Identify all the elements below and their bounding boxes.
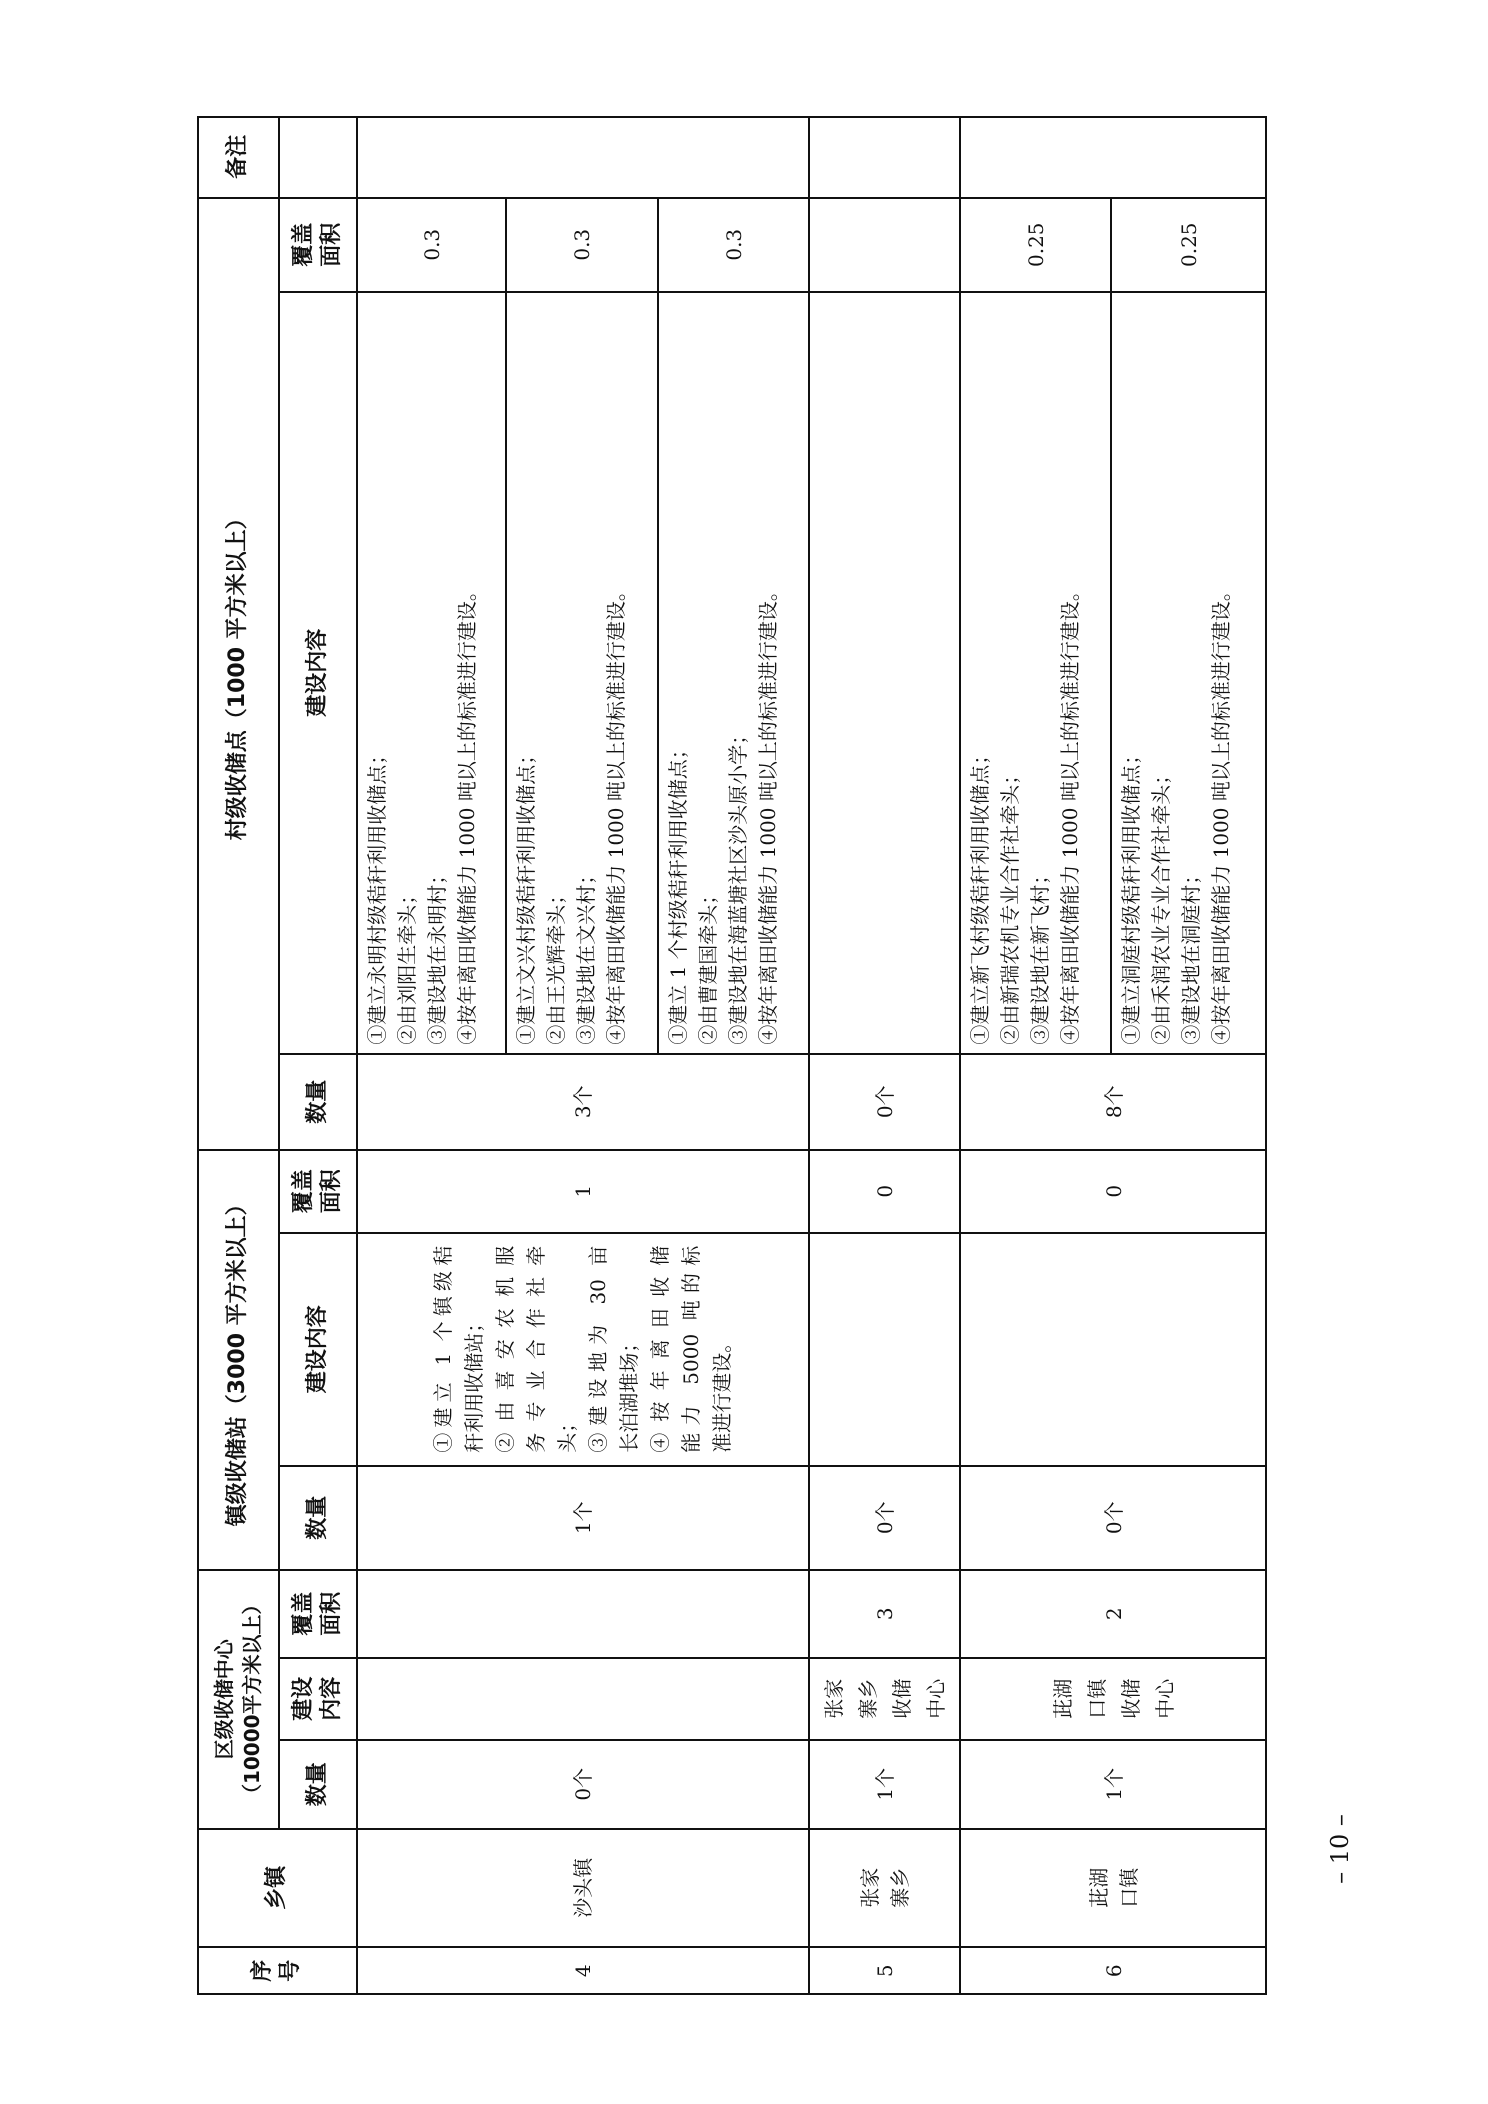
area-value: 3 — [872, 1607, 897, 1621]
village-area — [658, 198, 809, 292]
header-town-group — [197, 1150, 279, 1570]
count-value: 0个 — [571, 1767, 596, 1801]
content-line: ④按年离田收储能力 1000 吨以上的标准进行建设。 — [756, 581, 781, 1045]
header-area-line: 面积 — [319, 1591, 345, 1636]
village-content — [809, 292, 960, 1054]
township-name: 沙头镇 — [571, 1857, 596, 1918]
area-value: 1 — [571, 1184, 596, 1198]
township-name-line: 口镇 — [1116, 1867, 1141, 1908]
content-line: ①建立永明村级秸秆利用收储点； — [365, 744, 390, 1045]
content-line: 中心 — [923, 1678, 948, 1719]
content-line: 务专业合作社牵 — [524, 1245, 549, 1453]
remarks-cell — [357, 116, 809, 198]
area-value: 0.3 — [721, 228, 746, 261]
area-value: 0.25 — [1177, 222, 1202, 268]
header-district-content — [279, 1658, 357, 1740]
remarks-cell — [960, 116, 1267, 198]
seq-value: 6 — [1101, 1964, 1126, 1978]
content-line: ③建设地在文兴村； — [574, 864, 599, 1045]
page-number: – 10 – — [1326, 1814, 1354, 1884]
content-line: 茈湖 — [1050, 1678, 1075, 1719]
district-content — [357, 1658, 809, 1740]
header-town-content — [279, 1233, 357, 1466]
district-count — [960, 1740, 1267, 1829]
area-value: 2 — [1101, 1607, 1126, 1621]
header-remarks-label: 备注 — [225, 134, 251, 179]
village-count — [357, 1054, 809, 1150]
district-area — [960, 1570, 1267, 1658]
content-line: 准进行建设。 — [710, 1332, 735, 1453]
header-district-group — [197, 1570, 279, 1829]
content-line: ③建设地在海蓝塘社区沙头原小学； — [726, 724, 751, 1045]
village-area — [809, 198, 960, 292]
remarks-cell — [809, 116, 960, 198]
count-value: 0个 — [1101, 1501, 1126, 1535]
content-line: ④按年离田收储 — [648, 1245, 673, 1453]
area-value: 0.3 — [419, 228, 444, 261]
content-line: 能力 5000 吨的标 — [679, 1245, 704, 1453]
township-name-line: 张家 — [857, 1867, 882, 1908]
header-district-subtitle: （10000平方米以上） — [240, 1594, 265, 1805]
header-area-line: 面积 — [319, 1169, 345, 1214]
content-line: ②由新瑞农机专业合作社牵头； — [998, 764, 1023, 1045]
header-area-line: 覆盖 — [291, 1591, 317, 1636]
town-area — [357, 1150, 809, 1233]
header-township — [197, 1829, 357, 1947]
content-line: ③建设地在永明村； — [425, 864, 450, 1045]
header-district-count — [279, 1740, 357, 1829]
header-content-label: 建设内容 — [305, 628, 331, 717]
village-area — [1111, 198, 1267, 292]
count-value: 0个 — [872, 1501, 897, 1535]
content-line: 张家 — [821, 1678, 846, 1719]
header-count-label: 数量 — [305, 1762, 331, 1807]
content-line: ②由禾润农业专业合作社牵头； — [1149, 764, 1174, 1045]
rotated-table-page — [198, 115, 1354, 1994]
district-count — [357, 1740, 809, 1829]
district-content — [809, 1658, 960, 1740]
content-line: ①建立洞庭村级秸秆利用收储点； — [1119, 744, 1144, 1045]
content-line: ②由刘阳生牵头； — [395, 884, 420, 1045]
content-line: ④按年离田收储能力 1000 吨以上的标准进行建设。 — [455, 581, 480, 1045]
table-row-5-township — [809, 1829, 960, 1947]
area-value: 0 — [1101, 1184, 1126, 1198]
content-line: ③建设地在洞庭村； — [1179, 864, 1204, 1045]
district-count — [809, 1740, 960, 1829]
village-content — [506, 292, 658, 1054]
count-value: 1个 — [571, 1501, 596, 1535]
content-line: ②由曹建国牵头； — [696, 884, 721, 1045]
content-line: ①建立新飞村级秸秆利用收储点； — [968, 744, 993, 1045]
village-count — [809, 1054, 960, 1150]
header-remarks-sub — [279, 116, 357, 198]
content-line: ②由王光辉牵头； — [544, 884, 569, 1045]
header-count-label: 数量 — [305, 1079, 331, 1124]
town-count — [960, 1466, 1267, 1570]
content-line: 秆利用收储站； — [462, 1312, 487, 1453]
header-town-count — [279, 1466, 357, 1570]
town-area — [960, 1150, 1267, 1233]
header-village-count — [279, 1054, 357, 1150]
village-content — [658, 292, 809, 1054]
area-value: 0.3 — [570, 228, 595, 261]
header-district-area — [279, 1570, 357, 1658]
content-line: ④按年离田收储能力 1000 吨以上的标准进行建设。 — [1058, 581, 1083, 1045]
content-line: 长泊湖堆场； — [617, 1332, 642, 1453]
content-line: ③建设地为 30 亩 — [586, 1245, 611, 1453]
header-seq — [197, 1947, 357, 1995]
town-content — [357, 1233, 809, 1466]
count-value: 1个 — [872, 1767, 897, 1801]
header-village-title: 村级收储点（1000 平方米以上） — [225, 507, 251, 841]
header-remarks — [197, 116, 279, 198]
village-content — [357, 292, 506, 1054]
content-line: 寨乡 — [855, 1678, 880, 1719]
content-line: ②由喜安农机服 — [493, 1245, 518, 1453]
village-count — [960, 1054, 1267, 1150]
header-seq-line: 号 — [278, 1959, 304, 1982]
content-line: 收储 — [889, 1678, 914, 1719]
content-line: ①建立 1 个镇级秸 — [431, 1245, 456, 1453]
content-line: 收储 — [1118, 1678, 1143, 1719]
header-village-area — [279, 198, 357, 292]
district-area — [357, 1570, 809, 1658]
count-value: 0个 — [872, 1085, 897, 1119]
header-town-title: 镇级收储站（3000 平方米以上） — [225, 1193, 251, 1527]
header-village-content — [279, 292, 357, 1054]
seq-value: 5 — [872, 1964, 897, 1978]
village-area — [506, 198, 658, 292]
content-line: 中心 — [1152, 1678, 1177, 1719]
town-content — [960, 1233, 1267, 1466]
header-content-line: 内容 — [319, 1676, 345, 1721]
content-line: 口镇 — [1084, 1678, 1109, 1719]
town-count — [809, 1466, 960, 1570]
count-value: 8个 — [1101, 1085, 1126, 1119]
content-line: ④按年离田收储能力 1000 吨以上的标准进行建设。 — [604, 581, 629, 1045]
district-content — [960, 1658, 1267, 1740]
village-content — [960, 292, 1111, 1054]
header-area-line: 覆盖 — [291, 222, 317, 267]
area-value: 0.25 — [1023, 222, 1048, 268]
content-line: 头； — [555, 1412, 580, 1453]
header-village-group — [197, 198, 279, 1150]
header-area-line: 面积 — [319, 222, 345, 267]
header-content-line: 建设 — [291, 1676, 317, 1721]
content-line: ④按年离田收储能力 1000 吨以上的标准进行建设。 — [1209, 581, 1234, 1045]
table-row-6-township — [960, 1829, 1267, 1947]
count-value: 1个 — [1101, 1767, 1126, 1801]
district-area — [809, 1570, 960, 1658]
village-area — [960, 198, 1111, 292]
header-content-label: 建设内容 — [305, 1305, 331, 1394]
header-seq-line: 序 — [250, 1959, 276, 1982]
content-line: ①建立 1 个村级秸秆利用收储点； — [666, 739, 691, 1045]
table-row-6-seq — [960, 1947, 1267, 1995]
header-count-label: 数量 — [305, 1495, 331, 1540]
town-content — [809, 1233, 960, 1466]
town-count — [357, 1466, 809, 1570]
township-name-line: 茈湖 — [1086, 1867, 1111, 1908]
area-value: 0 — [872, 1184, 897, 1198]
count-value: 3个 — [571, 1085, 596, 1119]
township-name-line: 寨乡 — [887, 1867, 912, 1908]
header-town-area — [279, 1150, 357, 1233]
content-line: ③建设地在新飞村； — [1028, 864, 1053, 1045]
village-area — [357, 198, 506, 292]
table-row-4-township — [357, 1829, 809, 1947]
seq-value: 4 — [571, 1964, 596, 1978]
table-row-5-seq — [809, 1947, 960, 1995]
header-area-line: 覆盖 — [291, 1169, 317, 1214]
header-township-label: 乡镇 — [264, 1865, 290, 1910]
header-district-title: 区级收储中心 — [212, 1639, 237, 1760]
table-row-4-seq — [357, 1947, 809, 1995]
village-content — [1111, 292, 1267, 1054]
content-line: ①建立文兴村级秸秆利用收储点； — [514, 744, 539, 1045]
town-area — [809, 1150, 960, 1233]
